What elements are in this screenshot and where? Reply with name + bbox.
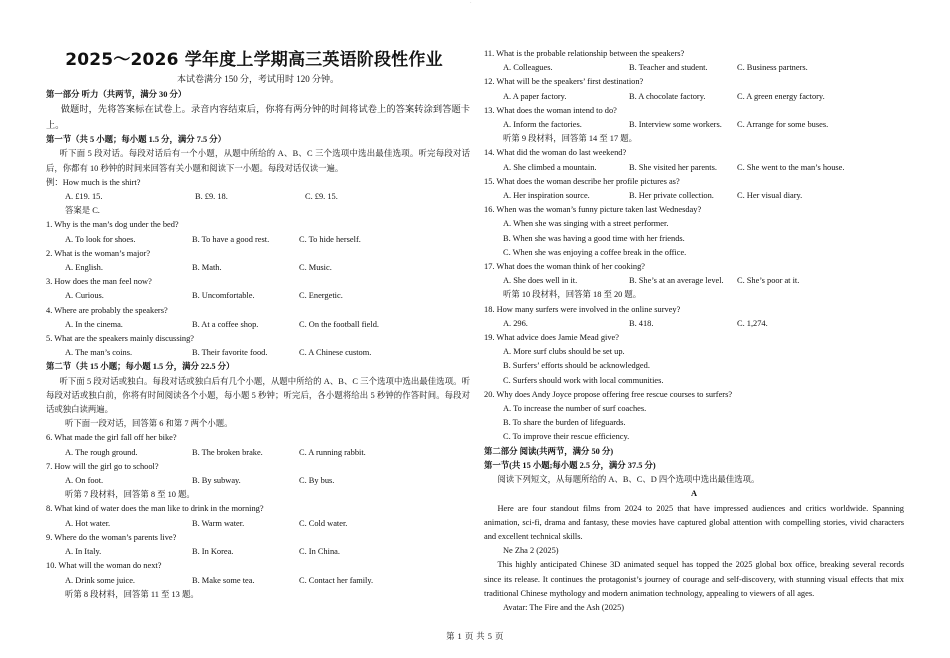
option-b: B. Teacher and student. bbox=[629, 63, 708, 73]
option-c: C. She’s poor at it. bbox=[737, 276, 800, 286]
option-b: B. Surfers’ efforts should be acknowledged. bbox=[503, 361, 650, 371]
option-c: C. A running rabbit. bbox=[299, 447, 366, 457]
option-c: C. A green energy factory. bbox=[737, 91, 825, 101]
part1-intro: 做题时，先将答案标在试卷上。录音内容结束后，你将有两分钟的时间将试卷上的答案转涂到答题卡上。 bbox=[46, 104, 470, 130]
question-1 bbox=[46, 218, 470, 246]
question-options bbox=[46, 261, 470, 275]
question-17 bbox=[484, 260, 904, 288]
option-c: C. Business partners. bbox=[737, 63, 808, 73]
option-c: C. To improve their rescue efficiency. bbox=[503, 432, 630, 442]
question-text: 7. How will the girl go to school? bbox=[46, 461, 159, 471]
option-a: A. A paper factory. bbox=[503, 91, 567, 101]
option-a: A. On foot. bbox=[65, 476, 104, 486]
question-15 bbox=[484, 175, 904, 203]
scan-mark: · bbox=[470, 1, 472, 6]
question-text: 12. What will be the speakers’ first destination? bbox=[484, 77, 644, 87]
question-text: 4. Where are probably the speakers? bbox=[46, 305, 168, 315]
question-options bbox=[46, 233, 470, 247]
question-6 bbox=[46, 431, 470, 459]
option-c: C. Music. bbox=[299, 263, 332, 273]
question-options bbox=[46, 318, 470, 332]
option-c: C. Contact her family. bbox=[299, 575, 374, 585]
option-c: C. On the football field. bbox=[299, 319, 380, 329]
section2-heading: 第二节（共 15 小题；每小题 1.5 分，满分 22.5 分） bbox=[46, 362, 235, 372]
question-9 bbox=[46, 531, 470, 559]
example-options bbox=[46, 190, 470, 204]
question-5 bbox=[46, 332, 470, 360]
option-c: C. In China. bbox=[299, 547, 340, 557]
question-text: 8. What kind of water does the man like to drink in the morning? bbox=[46, 504, 264, 514]
option-c: C. Her visual diary. bbox=[737, 191, 803, 201]
question-20 bbox=[484, 388, 904, 445]
option-a: A. She climbed a mountain. bbox=[503, 162, 597, 172]
option-c: C. To hide herself. bbox=[299, 234, 361, 244]
option-a: A. In Italy. bbox=[65, 547, 102, 557]
option-b: B. A chocolate factory. bbox=[629, 91, 706, 101]
film-text-1: This highly anticipated Chinese 3D animated sequel has topped the 2025 global box office, breaking several records since its release. It continues the protagonist’s journey of courage and self-discovery, with stunning visual effects that mix traditional Chinese mythology and modern animation technology, appealing to viewers of all ages. bbox=[484, 560, 904, 598]
option-b: B. £9. 18. bbox=[195, 192, 228, 202]
option-a: A. English. bbox=[65, 263, 103, 273]
option-c: C. Cold water. bbox=[299, 518, 348, 528]
option-c: C. A Chinese custom. bbox=[299, 348, 372, 358]
option-b: B. To have a good rest. bbox=[192, 234, 270, 244]
listening-note-14: 听第 9 段材料，回答第 14 至 17 题。 bbox=[503, 134, 637, 144]
option-b: B. When she was having a good time with her friends. bbox=[503, 233, 685, 243]
option-b: B. Make some tea. bbox=[192, 575, 255, 585]
question-18 bbox=[484, 303, 904, 331]
option-a: A. To look for shoes. bbox=[65, 234, 136, 244]
part1-heading: 第一部分 听力（共两节，满分 30 分） bbox=[46, 90, 187, 99]
option-a: A. She does well in it. bbox=[503, 276, 578, 286]
option-b: B. 418. bbox=[629, 318, 654, 328]
example-question: 例：How much is the shirt? bbox=[46, 177, 141, 187]
option-a: A. 296. bbox=[503, 318, 528, 328]
option-c: C. Energetic. bbox=[299, 291, 343, 301]
question-options bbox=[484, 274, 904, 288]
question-10 bbox=[46, 559, 470, 587]
question-text: 15. What does the woman describe her profile pictures as? bbox=[484, 176, 680, 186]
option-b: B. Their favorite food. bbox=[192, 348, 268, 358]
option-b: B. Uncomfortable. bbox=[192, 291, 255, 301]
film-title-1: Ne Zha 2 (2025) bbox=[503, 546, 559, 556]
option-b: B. Her private collection. bbox=[629, 191, 714, 201]
option-a: A. The rough ground. bbox=[65, 447, 138, 457]
listening-note-6: 听下面一段对话，回答第 6 和第 7 两个小题。 bbox=[65, 419, 233, 429]
listening-note-18: 听第 10 段材料，回答第 18 至 20 题。 bbox=[503, 290, 642, 300]
question-2 bbox=[46, 247, 470, 275]
film-title-2: Avatar: The Fire and the Ash (2025) bbox=[503, 602, 625, 612]
section1-heading: 第一节（共 5 小题；每小题 1.5 分，满分 7.5 分） bbox=[46, 135, 227, 145]
question-options bbox=[46, 474, 470, 488]
passage-intro: Here are four standout films from 2024 to 2025 that have impressed audiences and critics worldwide. Spanning animation, sci-fi, drama and fantasy, these movies have captured global attention with compelling stories, vivid characters and excellent technical skills. bbox=[484, 503, 904, 541]
option-a: A. Inform the factories. bbox=[503, 120, 582, 130]
question-options bbox=[46, 446, 470, 460]
option-a: A. Her inspiration source. bbox=[503, 191, 590, 201]
question-options bbox=[46, 517, 470, 531]
question-16 bbox=[484, 203, 904, 260]
part2-section1-heading: 第一节(共 15 小题;每小题 2.5 分，满分 37.5 分) bbox=[484, 460, 656, 470]
option-a: A. More surf clubs should be set up. bbox=[503, 347, 625, 357]
question-options bbox=[484, 189, 904, 203]
listening-note-8: 听第 7 段材料，回答第 8 至 10 题。 bbox=[65, 490, 195, 500]
exam-subtitle: 本试卷满分 150 分，考试用时 120 分钟。 bbox=[176, 74, 339, 84]
question-text: 1. Why is the man’s dog under the bed? bbox=[46, 220, 179, 230]
question-text: 18. How many surfers were involved in the online survey? bbox=[484, 304, 681, 314]
option-c: C. Surfers should work with local communities. bbox=[503, 375, 664, 385]
question-text: 2. What is the woman’s major? bbox=[46, 248, 151, 258]
option-c: C. £9. 15. bbox=[305, 192, 338, 202]
question-text: 3. How does the man feel now? bbox=[46, 277, 152, 287]
option-b: B. Warm water. bbox=[192, 518, 245, 528]
part2-heading: 第二部分 阅读(共两节，满分 50 分) bbox=[484, 446, 614, 456]
option-b: B. The broken brake. bbox=[192, 447, 263, 457]
question-7 bbox=[46, 460, 470, 488]
option-a: A. Drink some juice. bbox=[65, 575, 136, 585]
option-c: C. By bus. bbox=[299, 476, 335, 486]
question-14 bbox=[484, 146, 904, 174]
option-a: A. The man’s coins. bbox=[65, 348, 133, 358]
question-text: 13. What does the woman intend to do? bbox=[484, 105, 617, 115]
question-text: 11. What is the probable relationship between the speakers? bbox=[484, 49, 685, 58]
part2-instructions: 阅读下列短文，从每题所给的 A、B、C、D 四个选项中选出最佳选项。 bbox=[497, 475, 760, 485]
option-b: B. By subway. bbox=[192, 476, 241, 486]
question-text: 17. What does the woman think of her cooking? bbox=[484, 262, 646, 272]
question-options bbox=[484, 161, 904, 175]
question-text: 9. Where do the woman’s parents live? bbox=[46, 532, 177, 542]
question-options bbox=[46, 574, 470, 588]
section2-instructions: 听下面 5 段对话或独白。每段对话或独白后有几个小题，从题中所给的 A、B、C 三个选项中选出最佳选项。听每段对话或独白前，你将有时间阅读各个小题，每小题 5 秒钟；听完后，各小题将给出 5 秒钟的作答时间。每段对话或独白读两遍。 bbox=[46, 376, 470, 415]
option-b: B. She’s at an average level. bbox=[629, 276, 724, 286]
passage-label: A bbox=[690, 489, 698, 499]
question-text: 6. What made the girl fall off her bike? bbox=[46, 433, 177, 443]
option-b: B. She visited her parents. bbox=[629, 162, 717, 172]
option-c: C. Arrange for some buses. bbox=[737, 120, 829, 130]
question-options bbox=[46, 545, 470, 559]
option-a: A. Curious. bbox=[65, 291, 104, 301]
question-3 bbox=[46, 275, 470, 303]
question-8 bbox=[46, 502, 470, 530]
exam-title: 2025～2026 学年度上学期高三英语阶段性作业 bbox=[65, 50, 443, 70]
page-footer: 第 1 页 共 5 页 bbox=[446, 632, 504, 641]
option-b: B. At a coffee shop. bbox=[192, 319, 259, 329]
option-a: A. To increase the number of surf coaches. bbox=[503, 404, 647, 414]
option-a: A. When she was singing with a street performer. bbox=[503, 219, 669, 229]
option-c: C. When she was enjoying a coffee break in the office. bbox=[503, 247, 687, 257]
option-b: B. Math. bbox=[192, 263, 222, 273]
option-b: B. In Korea. bbox=[192, 547, 234, 557]
question-text: 14. What did the woman do last weekend? bbox=[484, 148, 627, 158]
question-text: 19. What advice does Jamie Mead give? bbox=[484, 333, 619, 343]
option-a: A. £19. 15. bbox=[65, 192, 103, 202]
question-options bbox=[484, 90, 904, 104]
option-b: B. Interview some workers. bbox=[629, 120, 722, 130]
right-column bbox=[484, 47, 904, 615]
option-a: A. In the cinema. bbox=[65, 319, 123, 329]
option-c: C. She went to the man’s house. bbox=[737, 162, 845, 172]
option-b: B. To share the burden of lifeguards. bbox=[503, 418, 626, 428]
question-options bbox=[484, 61, 904, 75]
question-options bbox=[484, 118, 904, 132]
question-text: 5. What are the speakers mainly discussing? bbox=[46, 334, 194, 344]
question-12 bbox=[484, 75, 904, 103]
question-text: 10. What will the woman do next? bbox=[46, 561, 162, 571]
left-column bbox=[46, 48, 470, 602]
question-4 bbox=[46, 304, 470, 332]
question-19 bbox=[484, 331, 904, 388]
listening-note-11: 听第 8 段材料，回答第 11 至 13 题。 bbox=[65, 589, 199, 599]
question-11 bbox=[484, 47, 904, 75]
option-a: A. Colleagues. bbox=[503, 63, 553, 73]
question-13 bbox=[484, 104, 904, 132]
question-text: 20. Why does Andy Joyce propose offering free rescue courses to surfers? bbox=[484, 389, 733, 399]
question-options bbox=[46, 346, 470, 360]
section1-instructions: 听下面 5 段对话。每段对话后有一个小题，从题中所给的 A、B、C 三个选项中选出最佳选项。听完每段对话后，你都有 10 秒钟的时间来回答有关小题和阅读下一小题。每段对话仅读一遍。 bbox=[46, 149, 470, 173]
question-text: 16. When was the woman’s funny picture taken last Wednesday? bbox=[484, 205, 702, 215]
option-a: A. Hot water. bbox=[65, 518, 111, 528]
question-options bbox=[484, 317, 904, 331]
example-answer: 答案是 C. bbox=[65, 206, 100, 216]
option-c: C. 1,274. bbox=[737, 318, 768, 328]
question-options bbox=[46, 289, 470, 303]
